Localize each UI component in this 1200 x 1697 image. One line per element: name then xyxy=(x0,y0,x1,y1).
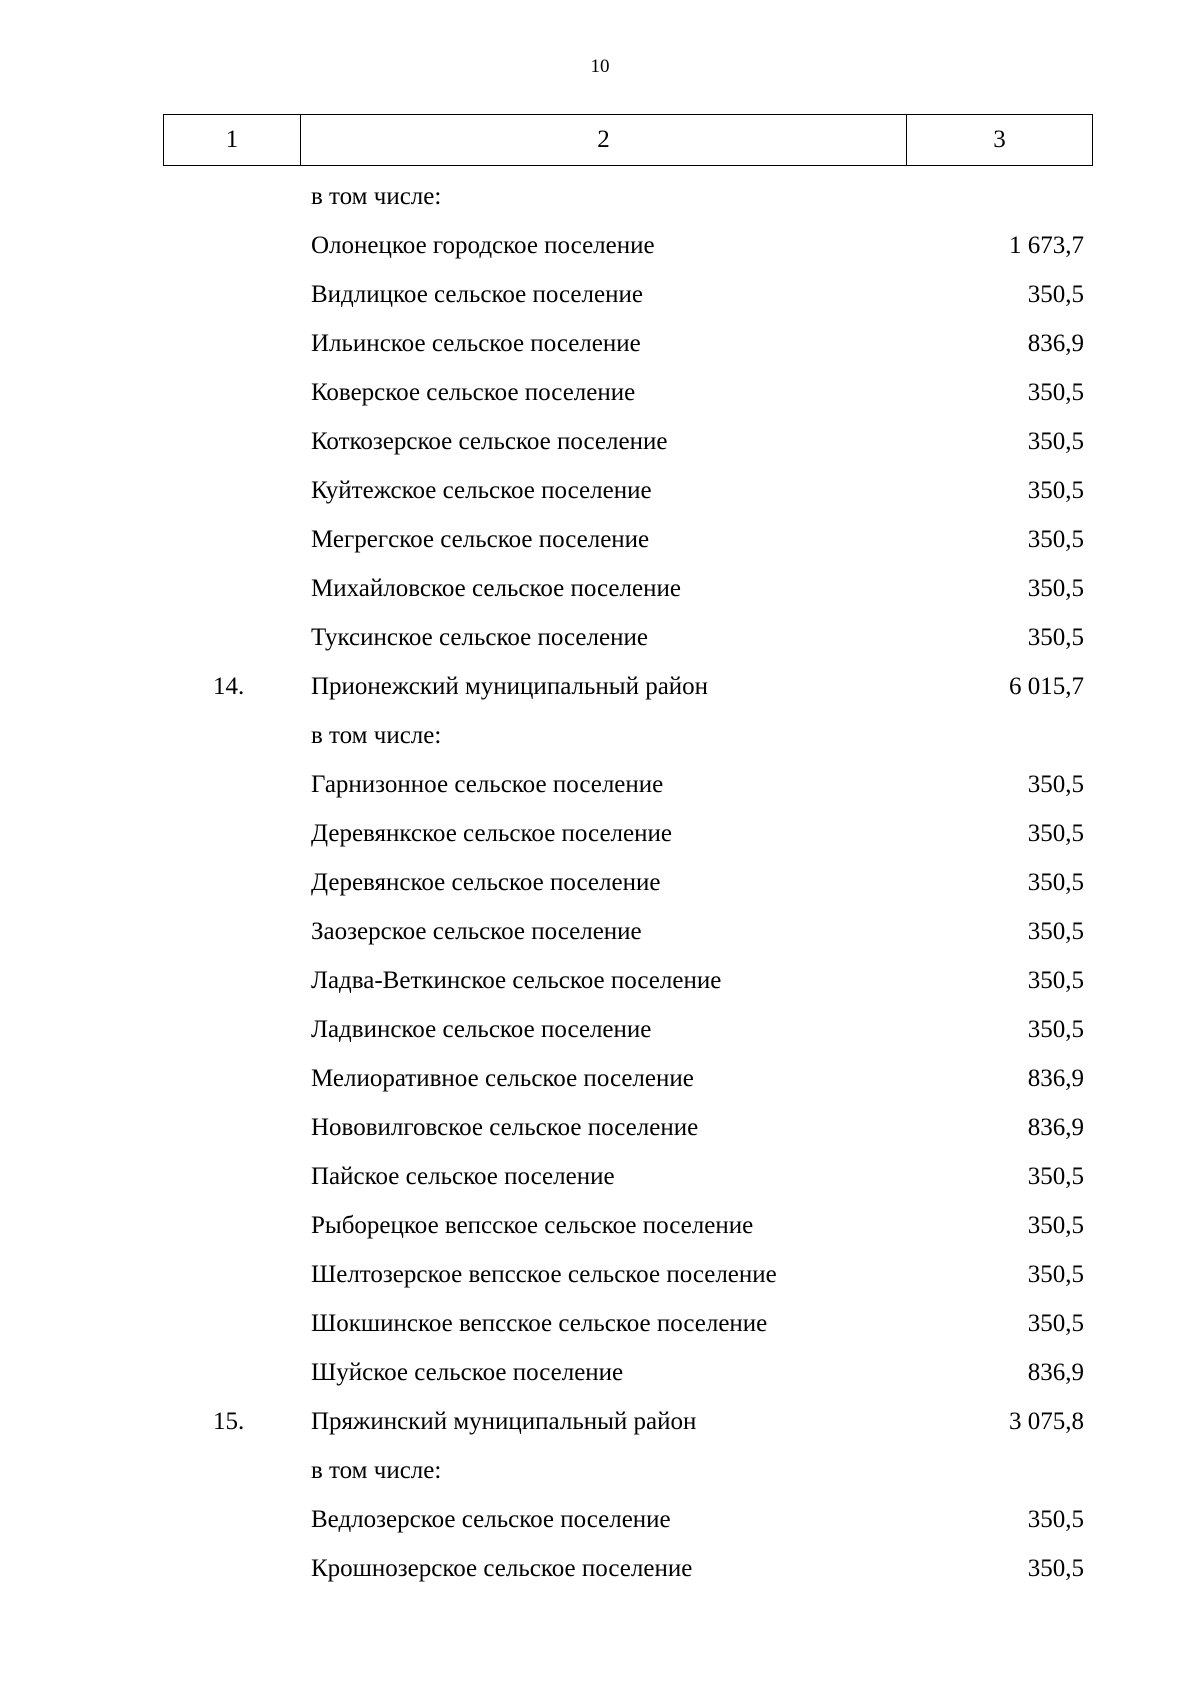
row-name: Ладвинское сельское поселение xyxy=(311,1016,652,1043)
table-row xyxy=(163,466,1093,515)
row-name: Шокшинское вепсское сельское поселение xyxy=(311,1310,768,1337)
table-row xyxy=(163,221,1093,270)
row-name: Коверское сельское поселение xyxy=(311,379,636,406)
row-value: 836,9 xyxy=(1027,1065,1084,1092)
row-name: Гарнизонное сельское поселение xyxy=(311,771,664,798)
row-name: Олонецкое городское поселение xyxy=(311,232,655,259)
row-name: Деревянское сельское поселение xyxy=(311,869,661,896)
row-name: Шуйское сельское поселение xyxy=(311,1359,624,1386)
row-name: Заозерское сельское поселение xyxy=(311,918,642,945)
row-value: 350,5 xyxy=(1027,281,1084,308)
row-name: Ильинское сельское поселение xyxy=(311,330,641,357)
row-number: 15. xyxy=(213,1408,245,1435)
row-value: 350,5 xyxy=(1027,1261,1084,1288)
table-row xyxy=(163,956,1093,1005)
table-row xyxy=(163,1005,1093,1054)
row-name: Рыборецкое вепсское сельское поселение xyxy=(311,1212,754,1239)
row-value: 350,5 xyxy=(1027,820,1084,847)
table-row xyxy=(163,809,1093,858)
row-value: 350,5 xyxy=(1027,1506,1084,1533)
table-row xyxy=(163,760,1093,809)
row-name: Туксинское сельское поселение xyxy=(311,624,648,651)
row-value: 836,9 xyxy=(1027,1359,1084,1386)
table-row xyxy=(163,270,1093,319)
table-row xyxy=(163,907,1093,956)
row-name: Деревянкское сельское поселение xyxy=(311,820,672,847)
table-row xyxy=(163,172,1093,221)
row-name: Прионежский муниципальный район xyxy=(311,673,709,700)
row-value: 350,5 xyxy=(1027,1163,1084,1190)
table-row xyxy=(163,564,1093,613)
row-name: Ведлозерское сельское поселение xyxy=(311,1506,671,1533)
row-value: 6 015,7 xyxy=(1009,673,1084,700)
table-row xyxy=(163,1544,1093,1593)
row-value: 350,5 xyxy=(1027,1016,1084,1043)
table-row xyxy=(163,613,1093,662)
header-col-1: 1 xyxy=(164,115,301,165)
row-value: 350,5 xyxy=(1027,771,1084,798)
row-value: 350,5 xyxy=(1027,918,1084,945)
table-row xyxy=(163,1250,1093,1299)
table-header xyxy=(163,114,1093,166)
header-col-3: 3 xyxy=(993,126,1006,153)
table-row xyxy=(163,368,1093,417)
row-number: 14. xyxy=(213,673,245,700)
row-value: 350,5 xyxy=(1027,967,1084,994)
table-row xyxy=(163,1299,1093,1348)
header-col-2: 2 xyxy=(301,115,907,165)
table-row xyxy=(163,858,1093,907)
table-row xyxy=(163,1397,1093,1446)
row-value: 836,9 xyxy=(1027,330,1084,357)
row-value: 3 075,8 xyxy=(1009,1408,1084,1435)
row-name: в том числе: xyxy=(311,722,442,749)
row-name: Куйтежское сельское поселение xyxy=(311,477,652,504)
row-value: 350,5 xyxy=(1027,575,1084,602)
page-number: 10 xyxy=(590,56,610,77)
table-row xyxy=(163,662,1093,711)
row-value: 350,5 xyxy=(1027,1310,1084,1337)
row-name: Пряжинский муниципальный район xyxy=(311,1408,697,1435)
table-row xyxy=(163,1103,1093,1152)
row-value: 836,9 xyxy=(1027,1114,1084,1141)
table-row xyxy=(163,1446,1093,1495)
row-name: Ладва-Веткинское сельское поселение xyxy=(311,967,722,994)
row-name: Пайское сельское поселение xyxy=(311,1163,615,1190)
row-value: 350,5 xyxy=(1027,428,1084,455)
row-name: в том числе: xyxy=(311,183,442,210)
row-name: Коткозерское сельское поселение xyxy=(311,428,668,455)
row-name: Михайловское сельское поселение xyxy=(311,575,681,602)
table-row xyxy=(163,711,1093,760)
row-name: Мелиоративное сельское поселение xyxy=(311,1065,694,1092)
row-name: Шелтозерское вепсское сельское поселение xyxy=(311,1261,777,1288)
table-row xyxy=(163,1348,1093,1397)
table-row xyxy=(163,1054,1093,1103)
table-row xyxy=(163,1152,1093,1201)
row-name: в том числе: xyxy=(311,1457,442,1484)
row-value: 350,5 xyxy=(1027,1212,1084,1239)
table-row xyxy=(163,1495,1093,1544)
row-value: 350,5 xyxy=(1027,869,1084,896)
row-name: Видлицкое сельское поселение xyxy=(311,281,643,308)
table-row xyxy=(163,417,1093,466)
table-body xyxy=(163,172,1093,1593)
row-name: Нововилговское сельское поселение xyxy=(311,1114,699,1141)
row-value: 350,5 xyxy=(1027,379,1084,406)
table-row xyxy=(163,1201,1093,1250)
table-row xyxy=(163,515,1093,564)
row-name: Мегрегское сельское поселение xyxy=(311,526,650,553)
row-value: 350,5 xyxy=(1027,1555,1084,1582)
row-name: Крошнозерское сельское поселение xyxy=(311,1555,693,1582)
table-row xyxy=(163,319,1093,368)
row-value: 350,5 xyxy=(1027,477,1084,504)
row-value: 1 673,7 xyxy=(1009,232,1084,259)
row-value: 350,5 xyxy=(1027,526,1084,553)
row-value: 350,5 xyxy=(1027,624,1084,651)
